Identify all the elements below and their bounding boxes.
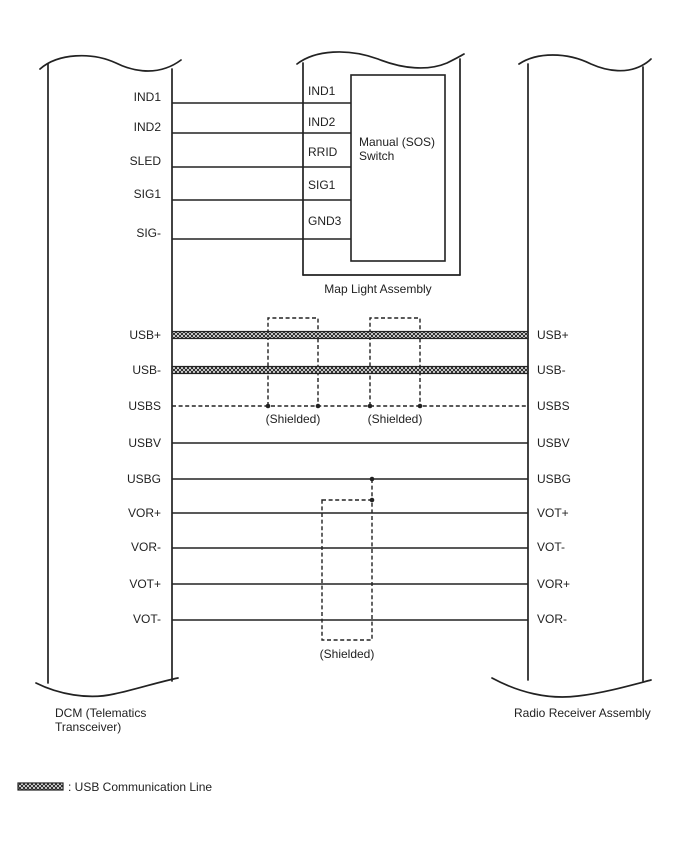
dcm-pin-label-vor-plus: VOR+ bbox=[127, 506, 161, 520]
sos-switch-label-line2: Switch bbox=[359, 149, 395, 163]
dcm-pin-labels bbox=[127, 90, 161, 626]
shielded-label-3: (Shielded) bbox=[319, 647, 375, 661]
usb-line-swatch-icon bbox=[18, 783, 63, 790]
dcm-pin-label-vor-minus: VOR- bbox=[131, 540, 161, 554]
radio-receiver-label: Radio Receiver Assembly bbox=[514, 706, 651, 720]
radio-pin-label-vot-plus: VOT+ bbox=[537, 506, 569, 520]
radio-pin-label-vot-minus: VOT- bbox=[537, 540, 566, 554]
map-pin-label-ind2: IND2 bbox=[308, 115, 336, 129]
dcm-pin-label-usb-plus: USB+ bbox=[129, 328, 161, 342]
dcm-pin-label-ind1: IND1 bbox=[133, 90, 161, 104]
map-pin-label-ind1: IND1 bbox=[308, 84, 336, 98]
sos-switch-label-line1: Manual (SOS) bbox=[359, 135, 436, 149]
legend-text: : USB Communication Line bbox=[68, 780, 213, 794]
legend bbox=[18, 780, 212, 794]
usb-minus-wire bbox=[172, 367, 528, 374]
radio-pin-label-usbg: USBG bbox=[537, 472, 572, 486]
dcm-label-line1: DCM (Telematics bbox=[55, 706, 147, 720]
shielded-label-1: (Shielded) bbox=[265, 412, 321, 426]
dcm-label-line2: Transceiver) bbox=[55, 720, 122, 734]
dcm-pin-label-usbs: USBS bbox=[128, 399, 161, 413]
map-pin-label-sig1: SIG1 bbox=[308, 178, 336, 192]
dcm-pin-label-vot-plus: VOT+ bbox=[129, 577, 161, 591]
shielded-label-2: (Shielded) bbox=[367, 412, 423, 426]
map-pin-label-rrid: RRID bbox=[308, 145, 338, 159]
radio-pin-label-usb-minus: USB- bbox=[537, 363, 566, 377]
dcm-pin-label-sled: SLED bbox=[129, 154, 161, 168]
dcm-pin-label-sig1: SIG1 bbox=[133, 187, 161, 201]
dcm-pin-label-sig-minus: SIG- bbox=[136, 226, 161, 240]
audio-shield-box bbox=[322, 479, 372, 640]
dcm-pin-label-ind2: IND2 bbox=[133, 120, 161, 134]
usb-plus-wire bbox=[172, 332, 528, 339]
dcm-pin-label-vot-minus: VOT- bbox=[132, 612, 161, 626]
sos-switch-box bbox=[351, 75, 445, 261]
audio-power-wires bbox=[172, 443, 528, 620]
radio-pin-label-vor-minus: VOR- bbox=[537, 612, 567, 626]
radio-pin-label-usbv: USBV bbox=[537, 436, 570, 450]
radio-pin-label-usbs: USBS bbox=[537, 399, 570, 413]
map-pin-label-gnd3: GND3 bbox=[308, 214, 342, 228]
usb-communication-lines bbox=[172, 332, 528, 374]
radio-pin-label-vor-plus: VOR+ bbox=[537, 577, 571, 591]
dcm-pin-label-usbg: USBG bbox=[126, 472, 161, 486]
dcm-pin-label-usbv: USBV bbox=[128, 436, 161, 450]
radio-column-outline bbox=[492, 55, 651, 697]
map-light-assembly-label: Map Light Assembly bbox=[324, 282, 432, 296]
map-light-pin-labels bbox=[308, 84, 342, 228]
radio-pin-label-usb-plus: USB+ bbox=[537, 328, 569, 342]
dcm-pin-label-usb-minus: USB- bbox=[132, 363, 161, 377]
radio-pin-labels bbox=[537, 328, 571, 626]
